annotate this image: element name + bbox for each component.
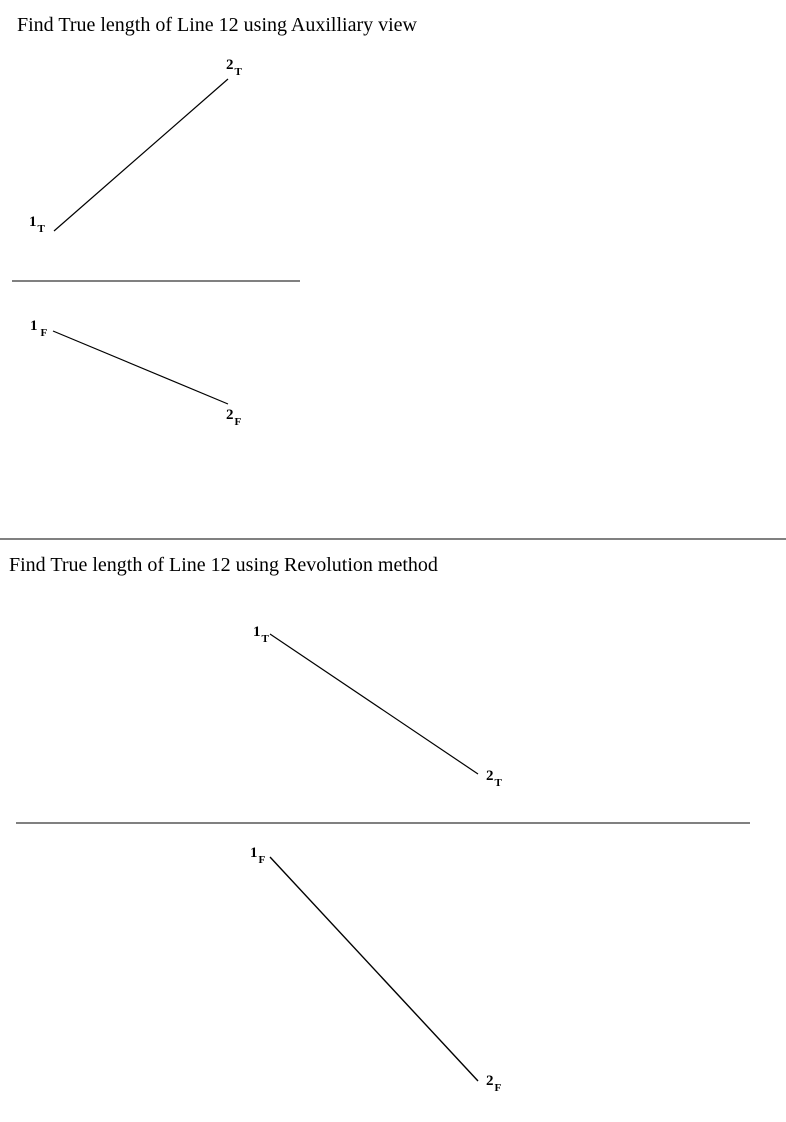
revolution-problem-title: Find True length of Line 12 using Revolution method xyxy=(9,554,438,576)
rev-point-2-front-label: $2_F$ xyxy=(486,1073,502,1094)
aux-point-2-top-label: $2_T$ xyxy=(226,57,242,78)
rev-point-1-top-label: $1_T$ xyxy=(253,624,269,645)
rev-point-1-front-label: $1_F$ xyxy=(250,845,266,866)
rev-line-12-top-view xyxy=(270,634,478,774)
aux-point-1-top-label: $1_T$ xyxy=(29,214,45,235)
aux-point-1-front-label: 1 $_F$ xyxy=(30,318,48,339)
rev-line-12-front-view xyxy=(270,857,478,1081)
auxiliary-problem-title: Find True length of Line 12 using Auxilliary view xyxy=(17,14,417,36)
aux-line-12-top-view xyxy=(54,79,228,231)
rev-point-2-top-label: $2_T$ xyxy=(486,768,502,789)
aux-point-2-front-label: $2_F$ xyxy=(226,407,242,428)
aux-line-12-front-view xyxy=(53,331,228,404)
